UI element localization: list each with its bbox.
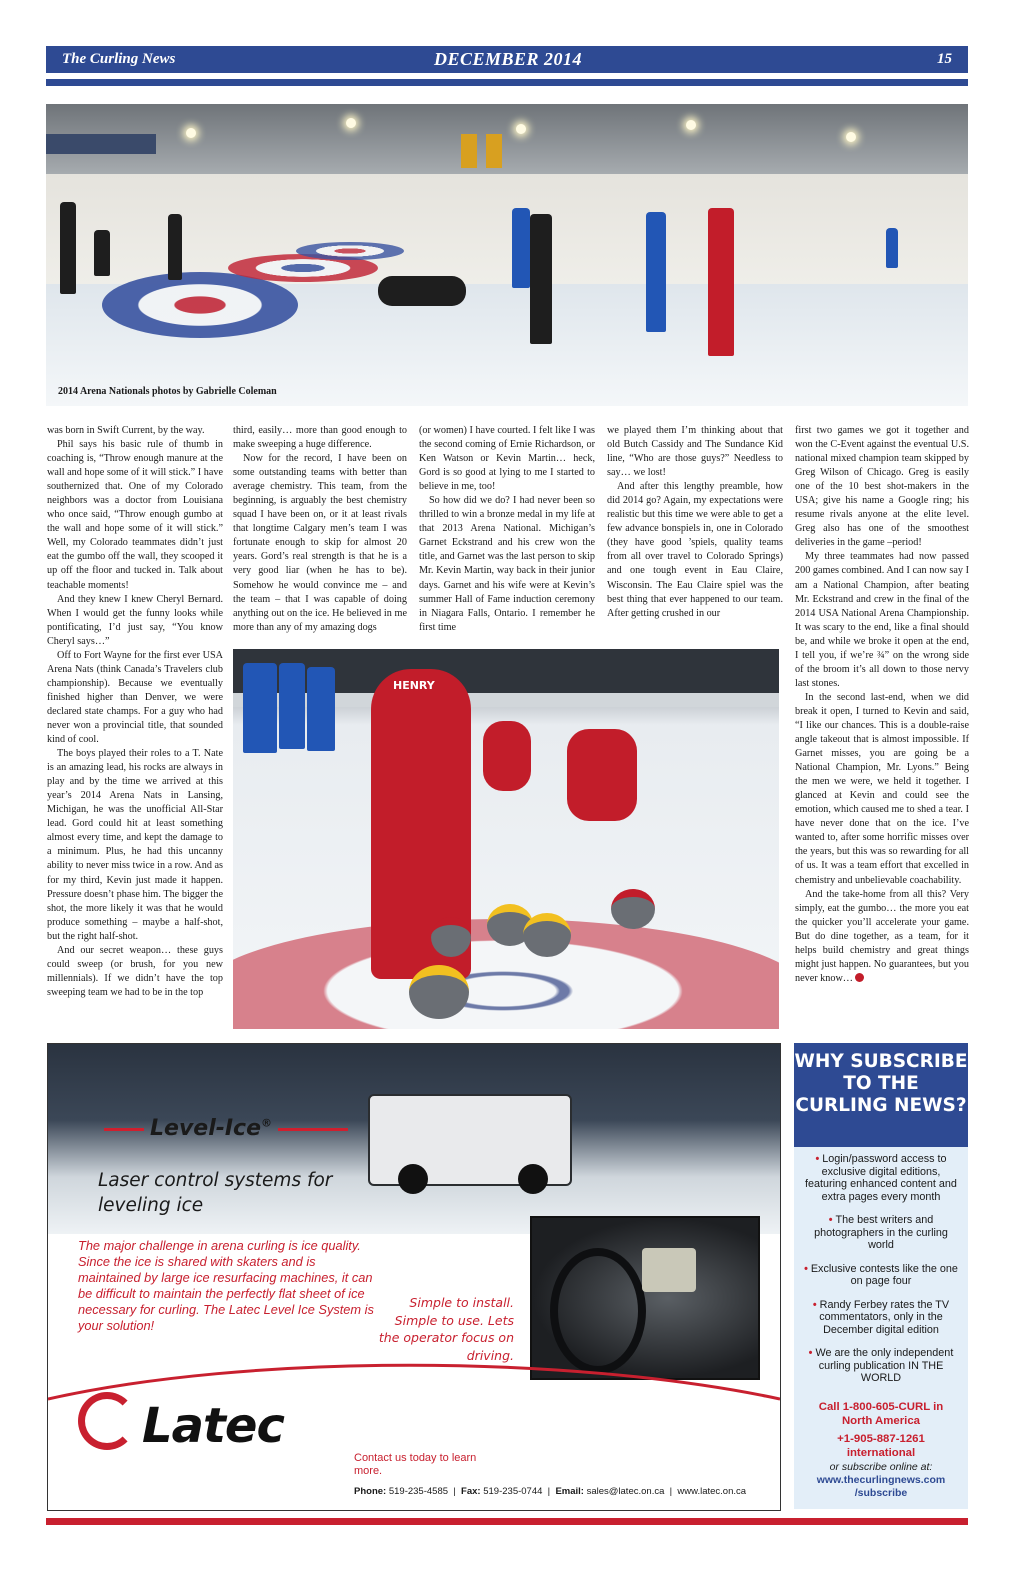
paragraph: (or women) I have courted. I felt like I was the second coming of Ernie Richardson, or Ken Watson or Kevin Martin… heck, Gord is so good at lying to me I started to believe in me, too!	[419, 425, 595, 493]
curling-house	[102, 272, 298, 338]
email-label: Email:	[555, 1486, 584, 1497]
latec-advertisement	[47, 1043, 781, 1511]
arena-curling-photo	[46, 104, 968, 406]
issue-date: DECEMBER 2014	[434, 49, 583, 69]
fax-label: Fax:	[461, 1486, 481, 1497]
article-column-5	[795, 424, 969, 1029]
benefit-item	[804, 1153, 958, 1203]
paragraph: My three teammates had now passed 200 games combined. And I can now say I am a National Champion, after beating Mr. Eckstrand and crew in the final of the 2014 USA National Arena Championship. It was scary to the end, like a final should be, and while we broke it open at the end, I tell you, if we’re ¾” on the wrong side of the broom it’s all down to those nervy last stones.	[795, 551, 969, 689]
benefit-item	[804, 1347, 958, 1385]
arena-ceiling	[46, 104, 968, 174]
online-label: or subscribe online at:	[829, 1461, 933, 1473]
banner	[461, 134, 477, 168]
player	[279, 663, 305, 749]
publication-name: The Curling News	[62, 51, 176, 67]
curling-stone-red	[611, 889, 655, 929]
article-column-3	[419, 424, 595, 644]
paragraph: And after this lengthy preamble, how did 2014 go? Again, my expectations were realistic but this time we were able to get a few advance bonspiels in, one in Colorado (they have good ’spiels, quality teams from all over travel to Colorado Springs) and one tough event in Eau Claire, Wisconsin. The Eau Claire spiel was the best thing that ever happened to our team. After getting crushed in our	[607, 481, 783, 619]
masthead-bar	[46, 46, 968, 73]
control-unit	[642, 1248, 696, 1292]
subscribe-online	[794, 1461, 968, 1500]
ad-contact-details: Phone: 519-235-4585 | Fax: 519-235-0744 | Email: sales@latec.on.ca | www.latec.on.ca	[354, 1486, 747, 1497]
subscribe-benefits	[804, 1153, 958, 1396]
bullet-icon: •	[828, 1214, 833, 1226]
curling-stone-yellow	[409, 965, 469, 1019]
benefit-item	[804, 1263, 958, 1288]
player	[646, 212, 666, 332]
latec-swoosh-icon	[78, 1392, 136, 1450]
player-sweeper	[483, 721, 531, 791]
phone-north-america[interactable]: Call 1-800-605-CURL in North America	[818, 1401, 944, 1427]
article-column-1	[47, 424, 223, 1029]
subscribe-box	[794, 1043, 968, 1509]
player-sweeping	[378, 276, 466, 306]
benefit-text: Login/password access to exclusive digital editions, featuring enhanced content and extra pages every month	[805, 1153, 957, 1203]
paragraph: Phil says his basic rule of thumb in coaching is, “Throw enough manure at the wall and hope some of it will stick.” I have southernized that. One of my Colorado neighbors was a doctor from Louisiana who once said, “Throw enough gumbo at the wall and hope some of it will stick.” Well, my Colorado teammates didn’t just eat the gumbo off the wall, they scooped it up off the floor and tucked in. Talk about teachable moments!	[47, 439, 223, 591]
ceiling-light	[846, 132, 856, 142]
article-column-2	[233, 424, 407, 644]
paragraph: The boys played their roles to a T. Nate is an amazing lead, his rocks are always in play and by the time we arrived at this year’s 2014 Arena Nats in Lansing, Michigan, he was the unofficial All-Star lead. Gord could hit at least something almost every time, and kept the damage to a minimum. Plus, he had this uncanny ability to never miss twice in a row. And as for my third, Kevin just made it happen. Pressure doesn’t phase him. The bigger the shot, the more likely it was that he would produce something – maybe a half-shot, but the right half-shot.	[47, 748, 223, 942]
paragraph: And our secret weapon… these guys could sweep (or brush, for you new millennials). If we didn’t have the top sweeping team we had to be in the top	[47, 944, 223, 998]
article-column-4	[607, 424, 783, 644]
arena-window	[46, 134, 156, 154]
paragraph: third, easily… more than good enough to make sweeping a huge difference.	[233, 425, 407, 451]
bullet-icon: •	[812, 1298, 817, 1311]
ad-tagline: Simple to install. Simple to use. Lets the operator focus on driving.	[378, 1295, 514, 1363]
phone-number: 519-235-4585	[388, 1486, 449, 1497]
jersey-name: HENRY	[393, 679, 435, 692]
ceiling-light	[346, 118, 356, 128]
paragraph: So how did we do? I had never been so thrilled to win a bronze medal in my life at that 2013 Arena National. Michigan’s Garnet Eckstrand and his crew won the title, and Garnet was the last person to skip Mr. Kevin Martin, way back in their junior days. Garnet and his wife were at Kevin’s summer Hall of Fame induction ceremony in Niagara Falls, Ontario. I remember he first time	[419, 495, 595, 633]
masthead-rule	[46, 79, 968, 86]
fax-number: 519-235-0744	[483, 1486, 543, 1497]
player	[512, 208, 530, 288]
paragraph: Off to Fort Wayne for the first ever USA Arena Nats (think Canada’s Travelers club championship). Because we eventually finished higher than Denver, we were declared state champs. For a guy who had never won a provincial title, that sounded kind of cool.	[47, 649, 223, 746]
registered-mark: ®	[261, 1116, 273, 1130]
player	[94, 230, 110, 276]
ad-headline: Laser control systems for leveling ice	[98, 1170, 333, 1216]
player	[168, 214, 182, 280]
ad-body-text: The major challenge in arena curling is ice quality. Since the ice is shared with skaters and is maintained by large ice resurfacing machines, it can be difficult to maintain the perfectly flat sheet of ice necessary for curling. The Latec Level Ice System is your solution!	[78, 1238, 374, 1333]
curling-stone-red	[431, 917, 471, 957]
benefit-text: Exclusive contests like the one on page four	[810, 1262, 958, 1287]
brand-dash	[104, 1128, 144, 1131]
bullet-icon: •	[815, 1153, 820, 1165]
player	[60, 202, 76, 294]
website-link[interactable]: www.latec.on.ca	[677, 1486, 747, 1497]
benefit-item	[804, 1299, 958, 1337]
page-number: 15	[937, 51, 952, 67]
benefit-text: The best writers and photographers in the curling world	[814, 1214, 948, 1251]
paragraph: And they knew I knew Cheryl Bernard. When I would get the funny looks while pontificating, I’d just say, “You know Cheryl says…”	[47, 593, 223, 647]
ceiling-light	[686, 120, 696, 130]
ceiling-light	[516, 124, 526, 134]
phone-label: Phone:	[354, 1486, 387, 1497]
player	[708, 208, 734, 356]
subscribe-url-link[interactable]: www.thecurlingnews.com /subscribe	[816, 1474, 946, 1499]
player	[886, 228, 898, 268]
brand-dash	[278, 1128, 348, 1131]
bullet-icon: •	[804, 1262, 808, 1275]
benefit-text: We are the only independent curling publication IN THE WORLD	[815, 1347, 954, 1384]
curling-stone-yellow	[523, 913, 571, 957]
subscribe-heading: WHY SUBSCRIBE TO THE CURLING NEWS?	[794, 1051, 968, 1116]
banner	[486, 134, 502, 168]
subscribe-heading-bar	[794, 1043, 968, 1147]
brand-name: Level-Ice	[150, 1116, 262, 1141]
player	[307, 667, 335, 751]
player	[530, 214, 552, 344]
benefit-item	[804, 1214, 958, 1252]
paragraph-last	[795, 888, 969, 986]
player	[243, 663, 277, 753]
paragraph: we played them I’m thinking about that old Butch Cassidy and The Sundance Kid line, “Who are those guys?” Needless to say… we lost!	[607, 425, 783, 479]
bullet-icon: •	[808, 1347, 813, 1359]
curling-house	[296, 242, 404, 260]
latec-wordmark: Latec	[142, 1398, 284, 1454]
email-address[interactable]: sales@latec.on.ca	[586, 1486, 665, 1497]
arena-wall	[46, 174, 968, 284]
wheel	[518, 1164, 548, 1194]
subscribe-phone	[794, 1401, 968, 1460]
benefit-text: Randy Ferbey rates the TV commentators, only in the December digital edition	[819, 1298, 950, 1336]
end-of-story-icon	[855, 973, 864, 982]
player-sweeper	[567, 729, 637, 821]
level-ice-brand	[98, 1116, 354, 1141]
ad-contact-cta: Contact us today to learn more.	[354, 1452, 477, 1477]
wheel	[398, 1164, 428, 1194]
paragraph: Now for the record, I have been on some outstanding teams with better than average chemistry. This team, from the beginning, is arguably the best chemistry squad I have been on, or it at least rivals that longtime Calgary men’s team I was fortunate enough to skip for almost 20 years. Gord’s real strength is that he is a very good liar (when he has to be). Somehow he would convince me – and the team – that I was capable of doing anything out on the ice. He believed in me more than any of my amazing dogs	[233, 453, 407, 633]
paragraph: In the second last-end, when we did break it open, I turned to Kevin and said, “I like our chances. This is a double-raise angle takeout that is almost impossible. If Garnet misses, you are going be a National Champion, Mr. Lyons.” Being the men we were, we held it together. I glanced at Kevin and could see the emotion, which caused me to shed a tear. I have never done that on the ice. I’ve wanted to, after some horrific misses over the years, but this was so rewarding for all of us. It was a team effort that excelled in chemistry and unbelievable coachability.	[795, 691, 969, 886]
bottom-rule	[46, 1518, 968, 1525]
phone-international[interactable]: +1-905-887-1261 international	[837, 1433, 925, 1459]
paragraph: And the take-home from all this? Very simply, eat the gumbo… the more you eat the quicker you’ll accelerate your game. But do dine together, as a team, for it helps build chemistry and great things might just happen. No guarantees, but you never know…	[795, 888, 969, 984]
curling-sweepers-photo	[233, 649, 779, 1029]
paragraph: first two games we got it together and won the C-Event against the eventual U.S. national mixed champion team skipped by Greg Wilson of Chicago. Greg is easily one of the 10 best shot-makers in the USA; give his name a Google ring; his resume rivals anyone at the elite level. Greg also has one of the smoothest deliveries in the game –period!	[795, 425, 969, 549]
latec-logo	[78, 1392, 284, 1454]
paragraph: was born in Swift Current, by the way.	[47, 425, 205, 436]
photo-caption: 2014 Arena Nationals photos by Gabrielle Coleman	[58, 386, 277, 397]
ceiling-light	[186, 128, 196, 138]
